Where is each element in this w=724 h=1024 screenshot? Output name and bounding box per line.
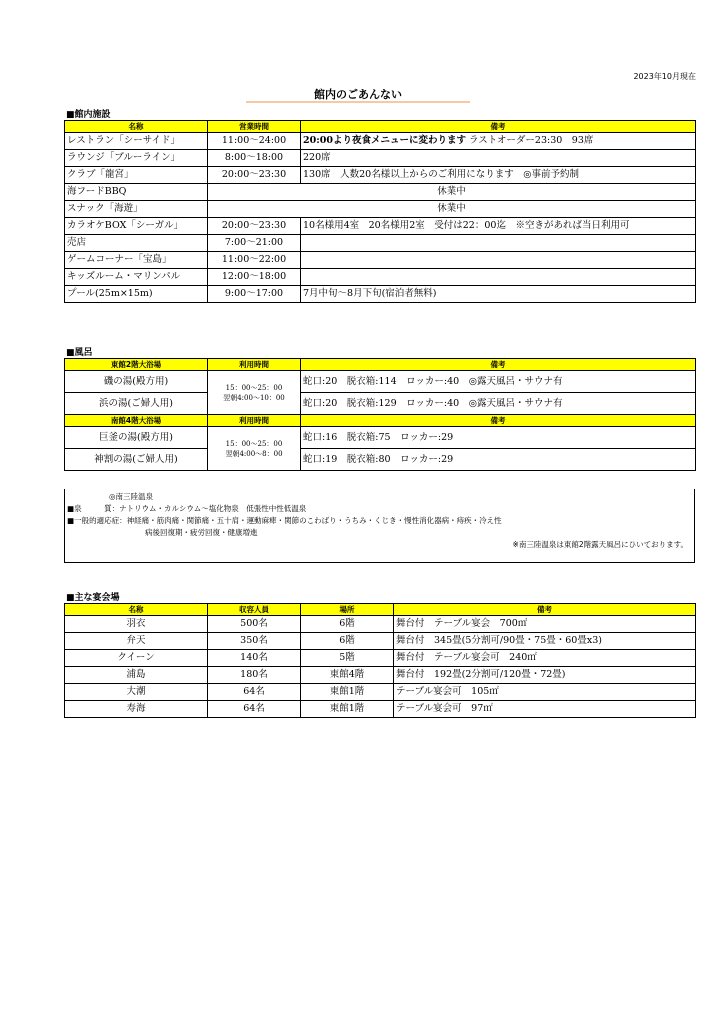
banquet-note: テーブル宴会可 97㎡ bbox=[394, 701, 696, 718]
spring-effects-cont: 病後回復期・疲労回復・健康増進 bbox=[145, 528, 258, 537]
facility-name: ゲームコーナー「宝島」 bbox=[65, 252, 208, 269]
bath-note: 蛇口:19 脱衣箱:80 ロッカー:29 bbox=[301, 449, 696, 471]
banquet-note: 舞台付 192畳(2分割可/120畳・72畳) bbox=[394, 667, 696, 684]
bath-group2-header: 南館4階大浴場 bbox=[65, 415, 208, 427]
page-title: 館内のごあんない bbox=[314, 88, 402, 101]
facility-note: 130席 人数20名様以上からのご利用になります ◎事前予約制 bbox=[301, 167, 696, 184]
bath-group2-hours-header: 利用時間 bbox=[208, 415, 301, 427]
bath-group2-note-header: 備考 bbox=[301, 415, 696, 427]
facility-hours: 11:00〜24:00 bbox=[208, 133, 301, 150]
facility-note: 220席 bbox=[301, 150, 696, 167]
table-row bbox=[65, 133, 696, 150]
bath-group1-hours-header: 利用時間 bbox=[208, 359, 301, 371]
facility-hours: 11:00〜22:00 bbox=[208, 252, 301, 269]
bath-group1-note-header: 備考 bbox=[301, 359, 696, 371]
table-row bbox=[65, 667, 696, 684]
bath-notes bbox=[64, 489, 695, 563]
banquet-name: 寿海 bbox=[65, 701, 208, 718]
facility-name: カラオケBOX「シーガル」 bbox=[65, 218, 208, 235]
banquet-name: クイーン bbox=[65, 650, 208, 667]
bath-note: 蛇口:20 脱衣箱:114 ロッカー:40 ◎露天風呂・サウナ有 bbox=[301, 371, 696, 393]
facility-note-text: ラストオーダー23:30 93席 bbox=[465, 135, 594, 146]
banquet-table bbox=[64, 603, 696, 718]
facility-name: スナック「海遊」 bbox=[65, 201, 208, 218]
bath-group1-header: 東館2階大浴場 bbox=[65, 359, 208, 371]
facility-name: キッズルーム・マリンパル bbox=[65, 269, 208, 286]
table-row bbox=[65, 616, 696, 633]
facility-note bbox=[301, 133, 696, 150]
header-capacity: 収容人員 bbox=[208, 604, 301, 616]
header-name: 名称 bbox=[65, 121, 208, 133]
table-row bbox=[65, 252, 696, 269]
banquet-capacity: 64名 bbox=[208, 684, 301, 701]
table-row bbox=[65, 184, 696, 201]
facility-note bbox=[301, 269, 696, 286]
facility-hours: 9:00〜17:00 bbox=[208, 286, 301, 303]
bath-hours-line1: 15：00〜25：00 bbox=[225, 383, 283, 392]
facility-hours: 12:00〜18:00 bbox=[208, 269, 301, 286]
banquet-place: 東館1階 bbox=[301, 684, 394, 701]
title-underline bbox=[246, 101, 470, 103]
banquet-place: 5階 bbox=[301, 650, 394, 667]
header-note: 備考 bbox=[301, 121, 696, 133]
facility-note bbox=[301, 252, 696, 269]
facility-note: 7月中旬〜8月下旬(宿泊者無料) bbox=[301, 286, 696, 303]
facility-hours: 8:00〜18:00 bbox=[208, 150, 301, 167]
banquet-capacity: 64名 bbox=[208, 701, 301, 718]
header-place: 場所 bbox=[301, 604, 394, 616]
header-hours: 営業時間 bbox=[208, 121, 301, 133]
banquet-name: 大潮 bbox=[65, 684, 208, 701]
banquet-name: 浦島 bbox=[65, 667, 208, 684]
facility-name: 売店 bbox=[65, 235, 208, 252]
facility-name: プール(25m×15m) bbox=[65, 286, 208, 303]
facility-hours: 7:00〜21:00 bbox=[208, 235, 301, 252]
facility-hours: 20:00〜23:30 bbox=[208, 218, 301, 235]
spring-effects: ■一般的適応症：神経痛・筋肉痛・関節痛・五十肩・運動麻痺・関節のこわばり・うちみ・くじき・慢性消化器病・痔疾・冷え性 bbox=[67, 516, 502, 525]
banquet-name: 弁天 bbox=[65, 633, 208, 650]
bath-hours-line2: 翌朝4:00〜10：00 bbox=[223, 393, 285, 402]
bath-name: 浜の湯(ご婦人用) bbox=[65, 393, 208, 415]
table-row bbox=[65, 150, 696, 167]
bath-name: 磯の湯(殿方用) bbox=[65, 371, 208, 393]
banquet-place: 東館4階 bbox=[301, 667, 394, 684]
facilities-table bbox=[64, 120, 696, 303]
banquet-capacity: 500名 bbox=[208, 616, 301, 633]
banquet-place: 6階 bbox=[301, 616, 394, 633]
table-row bbox=[65, 650, 696, 667]
banquet-body bbox=[65, 616, 696, 718]
banquet-place: 6階 bbox=[301, 633, 394, 650]
bath-hours-line1: 15：00〜25：00 bbox=[225, 439, 283, 448]
bath-group2-hours bbox=[208, 427, 301, 471]
facility-note bbox=[301, 235, 696, 252]
facility-status: 休業中 bbox=[208, 201, 696, 218]
banquet-note: テーブル宴会可 105㎡ bbox=[394, 684, 696, 701]
facility-note: 10名様用4室 20名様用2室 受付は22：00迄 ※空きがあれば当日利用可 bbox=[301, 218, 696, 235]
table-row bbox=[65, 218, 696, 235]
banquet-note: 舞台付 テーブル宴会 700㎡ bbox=[394, 616, 696, 633]
facilities-body bbox=[65, 133, 696, 303]
bath-name: 巨釜の湯(殿方用) bbox=[65, 427, 208, 449]
spring-quality: ■泉 質：ナトリウム・カルシウム〜塩化物泉 低張性中性低温泉 bbox=[67, 504, 307, 513]
bath-group1-hours bbox=[208, 371, 301, 415]
header-note: 備考 bbox=[394, 604, 696, 616]
section-bath: ■風呂 bbox=[66, 348, 93, 358]
facility-name: クラブ「龍宮」 bbox=[65, 167, 208, 184]
table-row bbox=[65, 201, 696, 218]
spring-footnote: ※南三陸温泉は東館2階露天風呂にひいております。 bbox=[512, 540, 688, 549]
table-row bbox=[65, 701, 696, 718]
banquet-capacity: 350名 bbox=[208, 633, 301, 650]
table-row bbox=[65, 269, 696, 286]
bath-name: 神割の湯(ご婦人用) bbox=[65, 449, 208, 471]
facility-status: 休業中 bbox=[208, 184, 696, 201]
facility-name: レストラン「シーサイド」 bbox=[65, 133, 208, 150]
header-name: 名称 bbox=[65, 604, 208, 616]
facility-note-bold: 20:00より夜食メニューに変わります bbox=[303, 135, 466, 146]
table-row bbox=[65, 167, 696, 184]
bath-table bbox=[64, 358, 696, 471]
section-facilities: ■館内施設 bbox=[66, 110, 111, 120]
date-label: 2023年10月現在 bbox=[633, 72, 696, 81]
facility-hours: 20:00〜23:30 bbox=[208, 167, 301, 184]
bath-note: 蛇口:16 脱衣箱:75 ロッカー:29 bbox=[301, 427, 696, 449]
section-banquet: ■主な宴会場 bbox=[66, 593, 120, 603]
bath-hours-line2: 翌朝4:00〜8：00 bbox=[225, 449, 283, 458]
facility-name: 海フードBBQ bbox=[65, 184, 208, 201]
banquet-capacity: 140名 bbox=[208, 650, 301, 667]
banquet-note: 舞台付 テーブル宴会可 240㎡ bbox=[394, 650, 696, 667]
banquet-capacity: 180名 bbox=[208, 667, 301, 684]
facility-name: ラウンジ「ブルーライン」 bbox=[65, 150, 208, 167]
banquet-place: 東館1階 bbox=[301, 701, 394, 718]
table-row bbox=[65, 684, 696, 701]
bath-note: 蛇口:20 脱衣箱:129 ロッカー:40 ◎露天風呂・サウナ有 bbox=[301, 393, 696, 415]
table-row bbox=[65, 286, 696, 303]
banquet-note: 舞台付 345畳(5分割可/90畳・75畳・60畳x3) bbox=[394, 633, 696, 650]
table-row bbox=[65, 235, 696, 252]
table-row bbox=[65, 633, 696, 650]
spring-name: ◎南三陸温泉 bbox=[109, 492, 154, 501]
banquet-name: 羽衣 bbox=[65, 616, 208, 633]
